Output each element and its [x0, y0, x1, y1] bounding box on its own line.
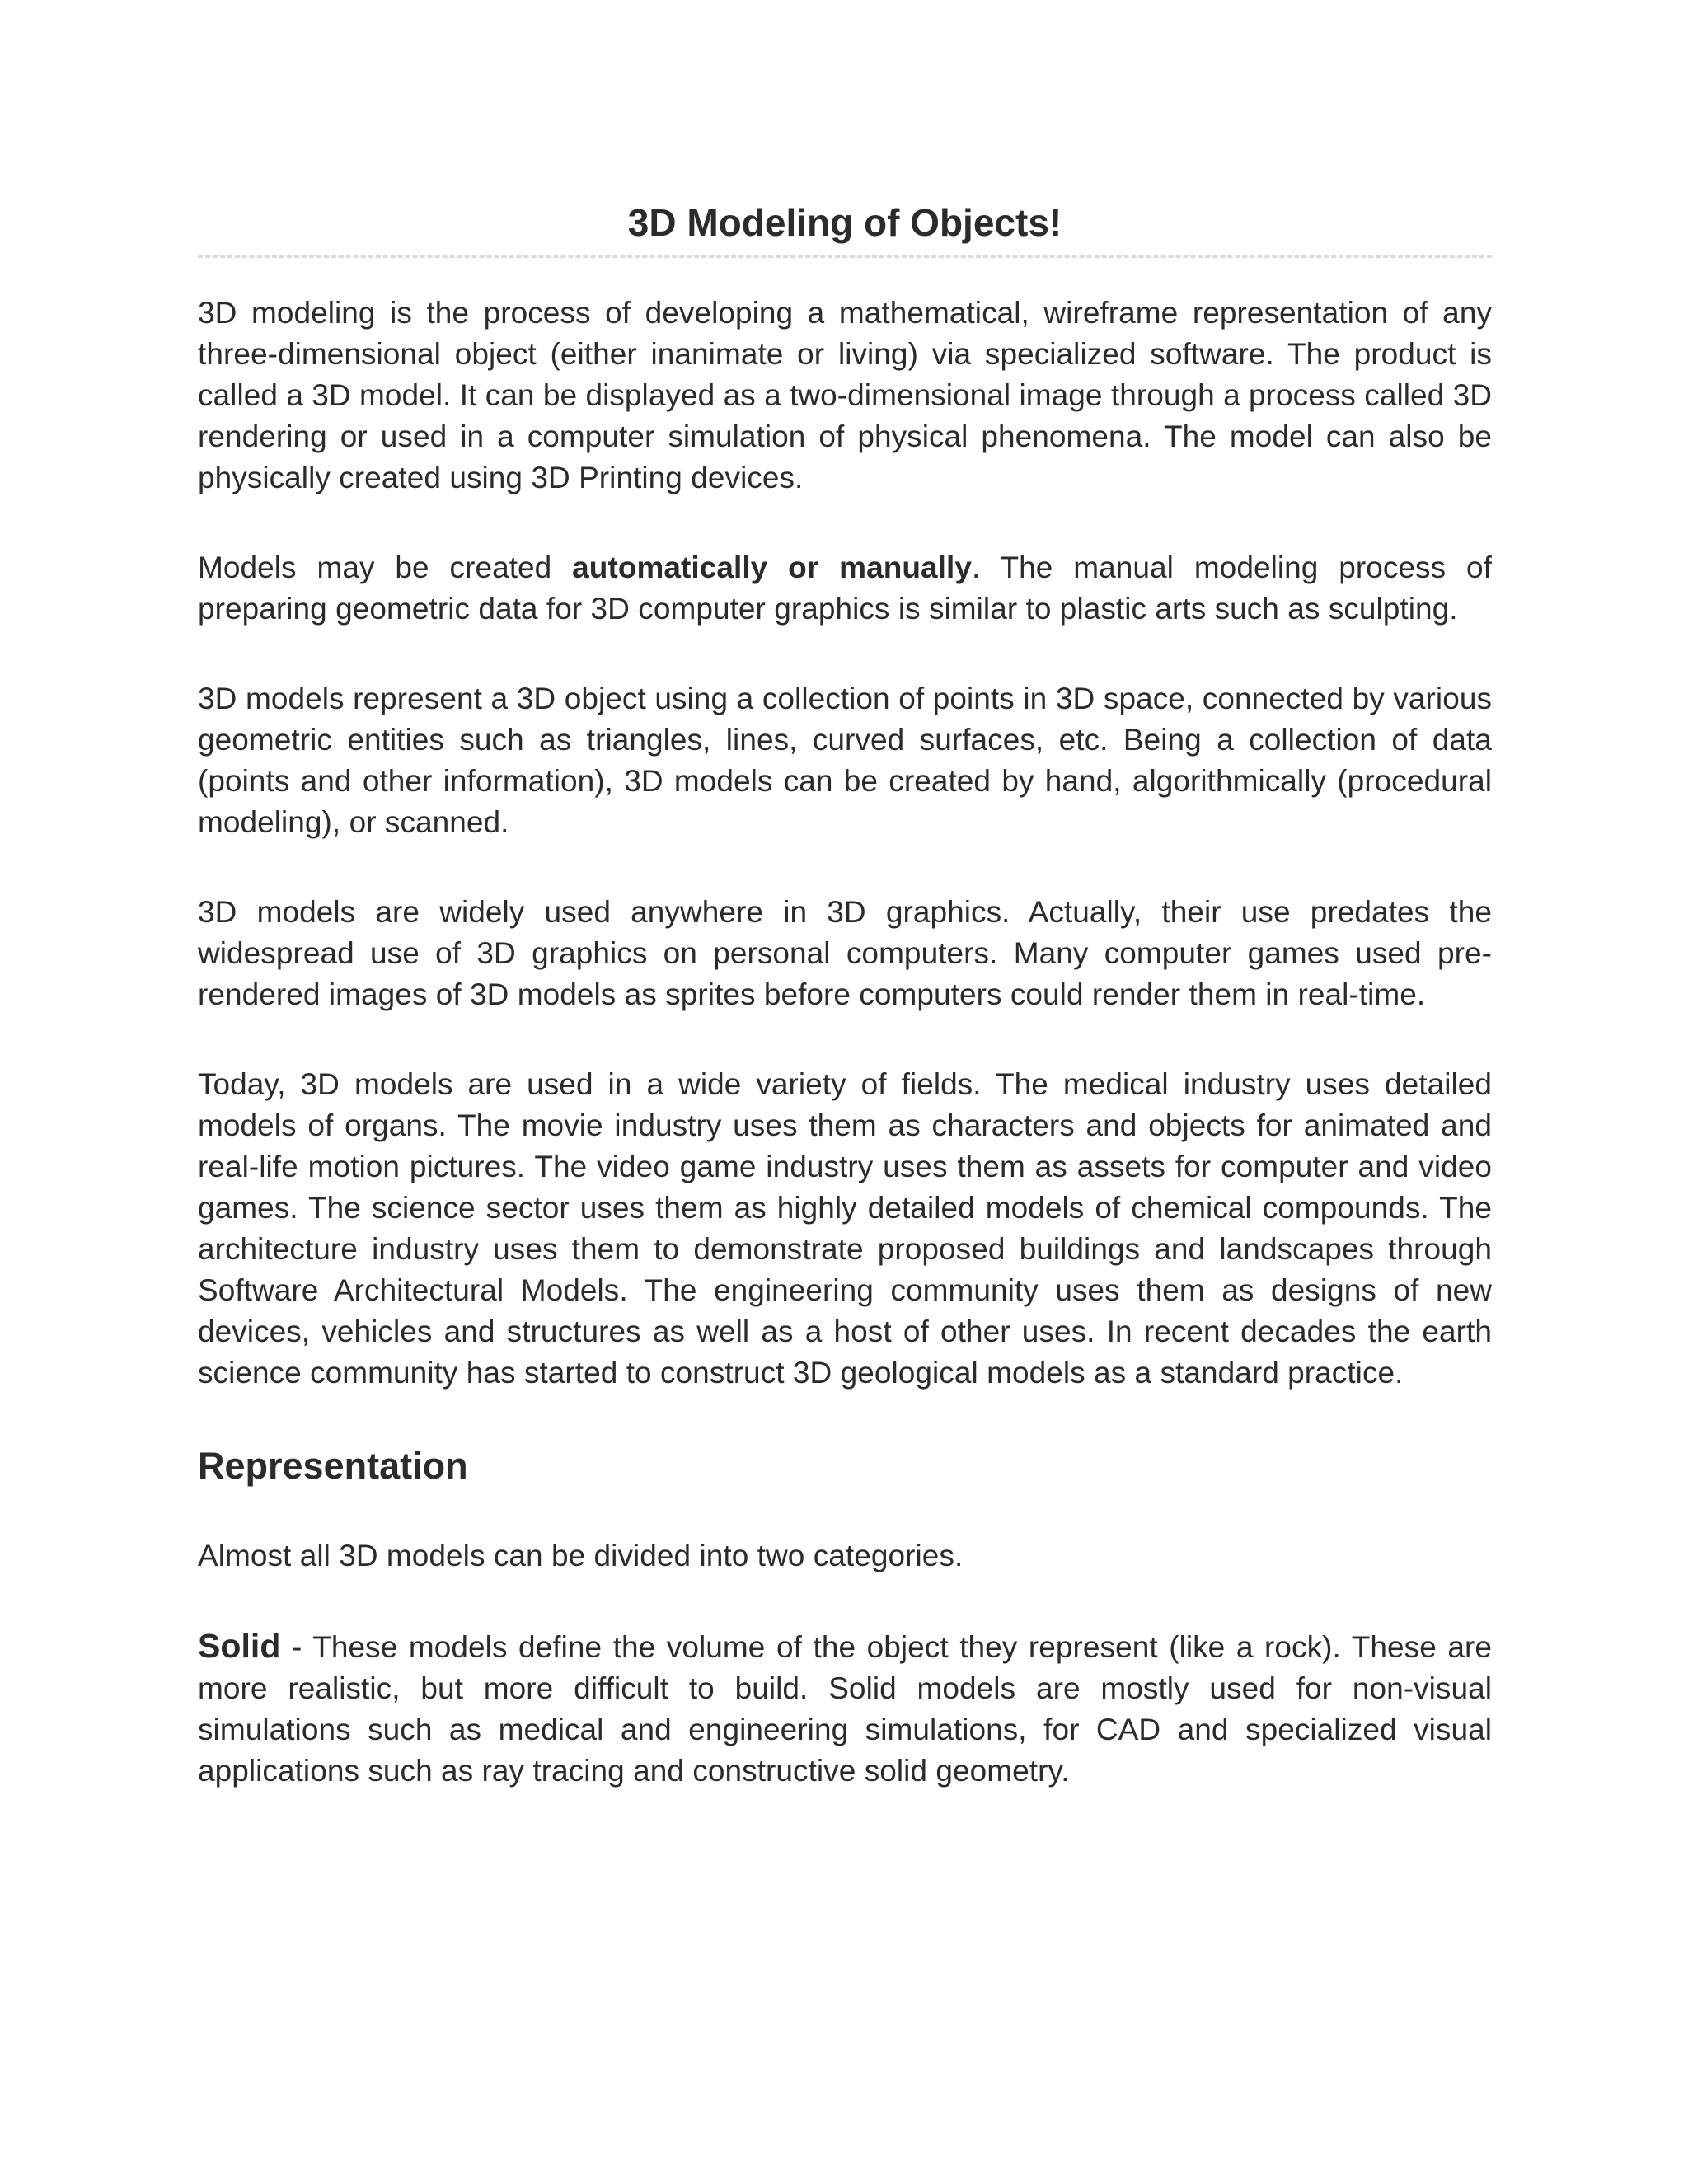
paragraph-usage-history: 3D models are widely used anywhere in 3D graphics. Actually, their use predates the widespread use of 3D graphics on personal computers. Many computer games used pre-rendered images of 3D models as sprites before computers could render them in real-time. [198, 895, 1492, 1011]
paragraph-definition: 3D modeling is the process of developing a mathematical, wireframe representation of any three-dimensional object (either inanimate or living) via specialized software. The product is called a 3D model. It can be displayed as a two-dimensional image through a process called 3D rendering or used in a computer simulation of physical phenomena. The model can also be physically created using 3D Printing devices. [198, 296, 1492, 494]
solid-term: Solid [198, 1627, 281, 1665]
paragraph-creation-methods-emphasis: automatically or manually [572, 551, 972, 584]
page-title: 3D Modeling of Objects! [198, 198, 1492, 258]
document-page [198, 198, 1492, 1792]
paragraph-categories-intro: Almost all 3D models can be divided into two categories. [198, 1539, 964, 1572]
paragraph-creation-methods [198, 547, 1492, 630]
paragraph-fields-of-use: Today, 3D models are used in a wide variety of fields. The medical industry uses detailed models of organs. The movie industry uses them as characters and objects for animated and real-life motion pictures. The video game industry uses them as assets for computer and video games. The science sector uses them as highly detailed models of chemical compounds. The architecture industry uses them to demonstrate proposed buildings and landscapes through Software Architectural Models. The engineering community uses them as designs of new devices, vehicles and structures as well as a host of other uses. In recent decades the earth science community has started to construct 3D geological models as a standard practice. [198, 1067, 1492, 1390]
paragraph-creation-methods-before: Models may be created [198, 551, 573, 584]
paragraph-creation-methods-after: . The manual modeling process of preparing geometric data for 3D computer graphics is similar to plastic arts such as sculpting. [198, 551, 1492, 626]
section-heading-representation: Representation [198, 1445, 468, 1487]
paragraph-solid-models [198, 1625, 1492, 1792]
solid-description: - These models define the volume of the object they represent (like a rock). These are more realistic, but more difficult to build. Solid models are mostly used for non-visual simulations such as medical and engineering simulations, for CAD and specialized visual applications such as ray tracing and constructive solid geometry. [198, 1630, 1492, 1788]
paragraph-representation-points: 3D models represent a 3D object using a collection of points in 3D space, connected by various geometric entities such as triangles, lines, curved surfaces, etc. Being a collection of data (points and other information), 3D models can be created by hand, algorithmically (procedural modeling), or scanned. [198, 682, 1492, 839]
